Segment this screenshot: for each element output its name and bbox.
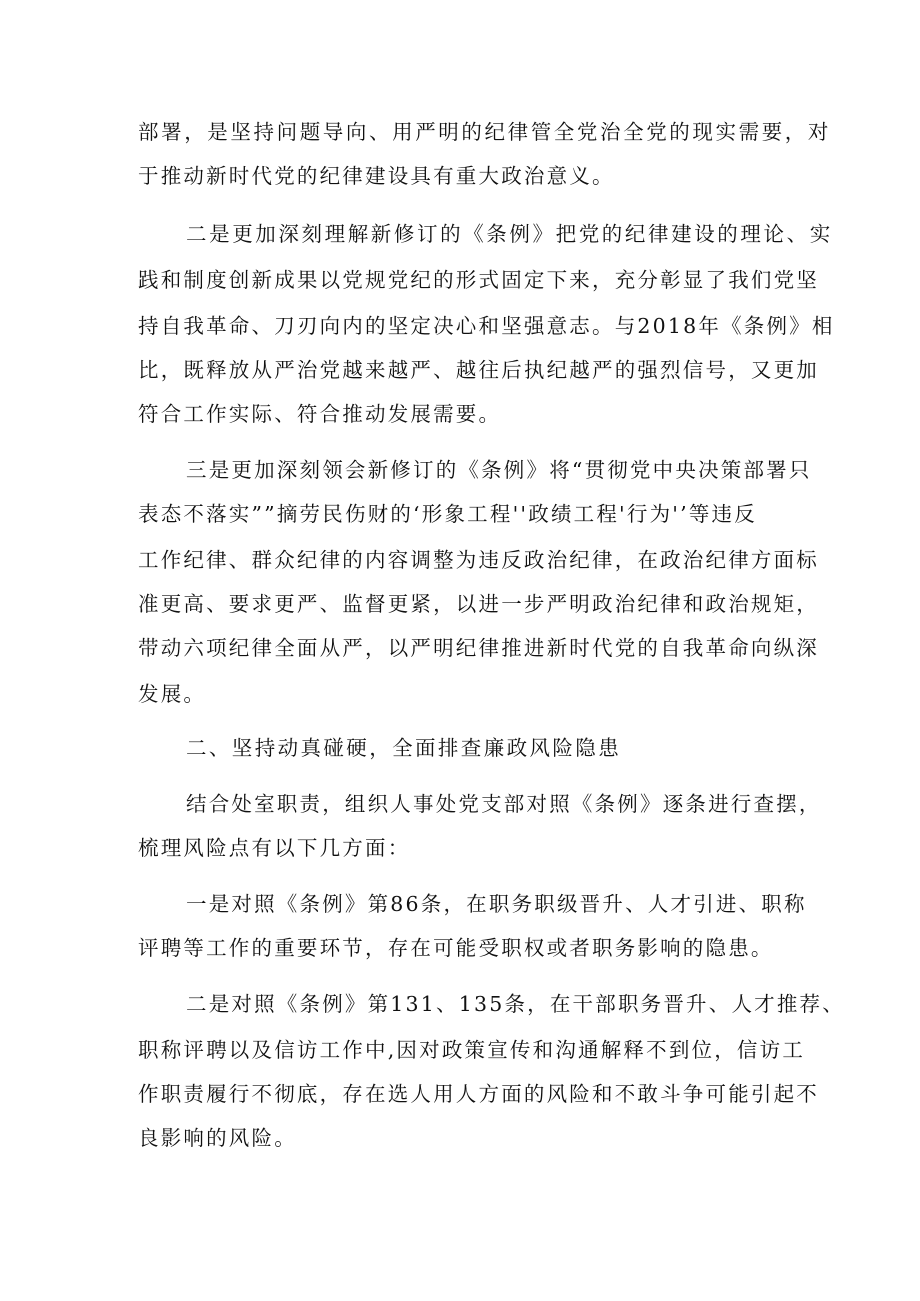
paragraph-line: 部署，是坚持问题导向、用严明的纪律管全党治全党的现实需要，对 — [138, 120, 831, 144]
paragraph-line: 工作纪律、群众纪律的内容调整为违反政治纪律，在政治纪律方面标 — [138, 548, 819, 572]
paragraph-line: 持自我革命、刀刃向内的坚定决心和坚强意志。与2018年《条例》相 — [138, 314, 835, 338]
paragraph-line: 带动六项纪律全面从严，以严明纪律推进新时代党的自我革命向纵深 — [138, 636, 819, 660]
paragraph-line: 比，既释放从严治党越来越严、越往后执纪越严的强烈信号，又更加 — [138, 358, 819, 382]
paragraph-line: 符合工作实际、符合推动发展需要。 — [138, 402, 502, 426]
section-heading: 二、坚持动真碰硬，全面排查廉政风险隐患 — [186, 736, 622, 760]
paragraph-line: 践和制度创新成果以党规党纪的形式固定下来，充分彰显了我们党坚 — [138, 268, 819, 292]
paragraph-line: 三是更加深刻领会新修订的《条例》将“贯彻党中央决策部署只 — [186, 458, 812, 482]
paragraph-line: 表态不落实””摘劳民伤财的‘形象工程''政绩工程'行为'’等违反 — [138, 502, 757, 526]
paragraph-line: 二是更加深刻理解新修订的《条例》把党的纪律建设的理论、实 — [186, 222, 833, 246]
paragraph-line: 二是对照《条例》第131、135条，在干部职务晋升、人才推荐、 — [186, 992, 845, 1016]
paragraph-line: 良影响的风险。 — [138, 1126, 297, 1150]
paragraph-line: 职称评聘以及信访工作中,因对政策宣传和沟通解释不到位，信访工 — [138, 1038, 806, 1062]
paragraph-line: 准更高、要求更严、监督更紧，以进一步严明政治纪律和政治规矩， — [138, 592, 819, 616]
paragraph-line: 发展。 — [138, 682, 207, 706]
paragraph-line: 一是对照《条例》第86条，在职务职级晋升、人才引进、职称 — [186, 892, 807, 916]
paragraph-line: 于推动新时代党的纪律建设具有重大政治意义。 — [138, 164, 615, 188]
paragraph-line: 评聘等工作的重要环节，存在可能受职权或者职务影响的隐患。 — [138, 936, 774, 960]
paragraph-line: 梳理风险点有以下几方面： — [138, 836, 411, 860]
paragraph-line: 结合处室职责，组织人事处党支部对照《条例》逐条进行查摆， — [186, 792, 822, 816]
paragraph-line: 作职责履行不彻底，存在选人用人方面的风险和不敢斗争可能引起不 — [138, 1082, 819, 1106]
